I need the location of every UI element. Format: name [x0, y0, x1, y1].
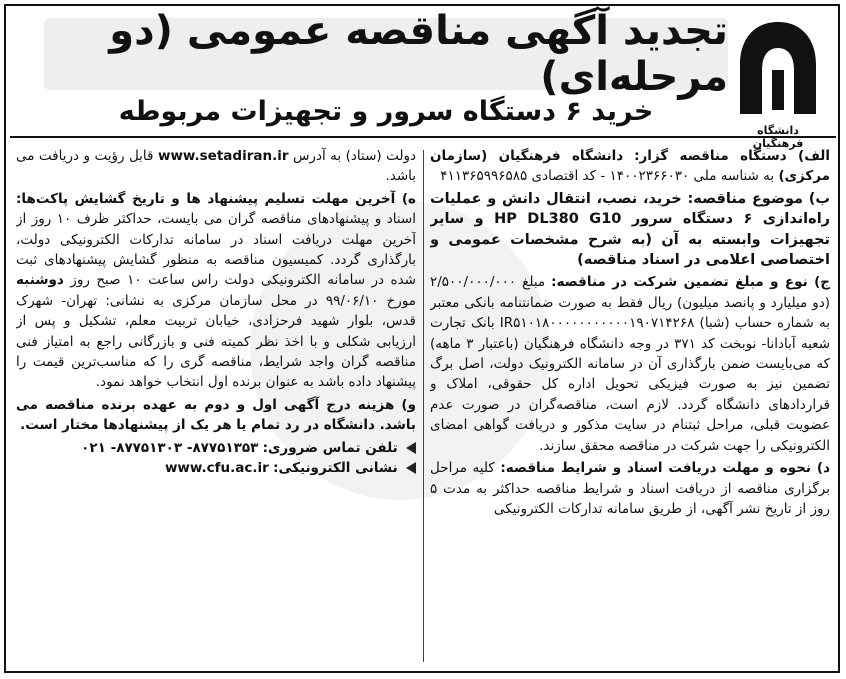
- notice-title: تجدید آگهی مناقصه عمومی (دو مرحله‌ای): [109, 8, 728, 100]
- web-row: [16, 458, 416, 478]
- section-a-ids: به شناسه ملی ۱۴۰۰۲۳۶۶۰۳۰ - کد اقتصادی ۴۱۱۳۶۵۹۹۶۵۸۵: [440, 168, 775, 185]
- section-a-body: دانشگاه فرهنگیان (سازمان مرکزی): [430, 148, 830, 185]
- section-e: [16, 189, 416, 393]
- phone-label: تلفن تماس ضروری:: [262, 439, 398, 456]
- arrow-bullet-icon: [406, 462, 416, 474]
- right-column: [430, 146, 830, 666]
- section-a: [430, 146, 830, 187]
- section-e-date: مورخ ۹۹/۰۶/۱۰: [325, 292, 416, 309]
- continued-text-2: قابل رؤیت و دریافت می باشد.: [16, 148, 416, 185]
- section-e-day: دوشنبه: [16, 272, 64, 289]
- section-d-continued: [16, 146, 416, 187]
- web-label: نشانی الکترونیکی:: [273, 460, 398, 477]
- section-e-body-1: اسناد و پیشنهادهای مناقصه گران می بایست، حداکثر ظرف ۱۰ روز از آخرین مهلت دریافت اسناد در سامانه تدارکات الکترونیکی دولت، بارگذاری گردد. کمیسیون مناقصه به منظور گشایش پیشنهادهای ثبت شده در سامانه الکترونیکی دولت راس ساعت ۱۰ صبح روز: [16, 211, 416, 289]
- section-b-label: ب) موضوع مناقصه:: [687, 190, 830, 207]
- arrow-bullet-icon: [406, 442, 416, 454]
- notice-header: [10, 8, 836, 150]
- section-e-body-2: در محل سازمان مرکزی به نشانی: تهران- شهرک قدس، بلوار شهید فرحزادی، خیابان تربیت معلم، تشکیل و پس از ارزیابی شکلی و با اخذ نظر کمیته فنی و بازرگانی راجع به امتیاز فنی مناقصه گران واجد شرایط، مناقصه گری را که مناسب‌ترین قیمت را پیشنهاد داده باشد به عنوان برنده اول انتخاب خواهد نمود.: [16, 292, 416, 391]
- notice-subtitle: خرید ۶ دستگاه سرور و تجهیزات مربوطه: [118, 96, 654, 127]
- section-c: [430, 272, 830, 456]
- contact-info: [16, 438, 416, 479]
- section-d-label: د) نحوه و مهلت دریافت اسناد و شرایط مناقصه:: [500, 460, 830, 477]
- left-column: [16, 146, 416, 666]
- section-c-label: ج) نوع و مبلغ تضمین شرکت در مناقصه:: [551, 274, 830, 291]
- section-e-label: ه) آخرین مهلت تسلیم پیشنهاد ها و تاریخ گشایش پاکت‌ها:: [16, 190, 416, 207]
- phone-value: ۸۷۷۵۱۳۵۳- ۸۷۷۵۱۳۰۳- ۰۲۱: [81, 439, 259, 456]
- university-logo: [732, 18, 824, 134]
- section-b: [430, 189, 830, 271]
- title-banner: [44, 8, 728, 100]
- section-c-amount: مبلغ ۲/۵۰۰/۰۰۰/۰۰۰: [430, 274, 546, 291]
- setadiran-link[interactable]: www.setadiran.ir: [157, 148, 289, 164]
- column-divider: [423, 150, 424, 662]
- section-c-body: (دو میلیارد و پانصد میلیون) ریال فقط به صورت ضمانتنامه بانکی معتبر به شماره حساب (شبا) IR۵۱۰۱۸۰۰۰۰۰۰۰۰۰۰۰۱۹۰۷۱۴۲۶۸ بانک تجارت شعبه آبادانا- نوبخت کد ۳۷۱ در وجه دانشگاه فرهنگیان (باعتبار ۳ ماهه) که می‌بایست ضمن بارگذاری آن در سامانه الکترونیک دولت، اصل برگ تضمین نیز به صورت فیزیکی تحویل اداره کل حقوقی، املاک و قراردادهای دانشگاه گردد. لازم است، مناقصه‌گران در صورت عدم عضویت قبلی، مراحل ثبتنام در سایت مذکور و دریافت گواهی امضای الکترونیکی را جهت شرکت در مناقصه محقق سازند.: [430, 294, 830, 454]
- section-f: و) هزینه درج آگهی اول و دوم به عهده برنده مناقصه می باشد. دانشگاه در رد تمام یا هر یک از پیشنهادها مختار است.: [16, 396, 416, 434]
- section-d-body: کلیه مراحل برگزاری مناقصه از دریافت اسناد و شرایط مناقصه حداکثر به مدت ۵ روز از تاریخ نشر آگهی، از طریق سامانه تدارکات الکترونیکی: [430, 460, 830, 517]
- section-a-label: الف) دستگاه مناقصه گزار:: [634, 148, 830, 164]
- phone-row: [16, 438, 416, 458]
- continued-text-1: دولت (ستاد) به آدرس: [292, 148, 416, 164]
- logo-caption: دانشگاه فرهنگیان: [752, 124, 804, 150]
- section-d: [430, 458, 830, 519]
- section-b-body: خرید، نصب، انتقال دانش و عملیات راه‌اندازی ۶ دستگاه سرور HP DL380 G10 و سایر تجهیزات وابسته به آن (به شرح مشخصات عمومی و اختصاصی اعلامی در اسناد مناقصه): [430, 190, 830, 269]
- website-link[interactable]: www.cfu.ac.ir: [164, 460, 269, 477]
